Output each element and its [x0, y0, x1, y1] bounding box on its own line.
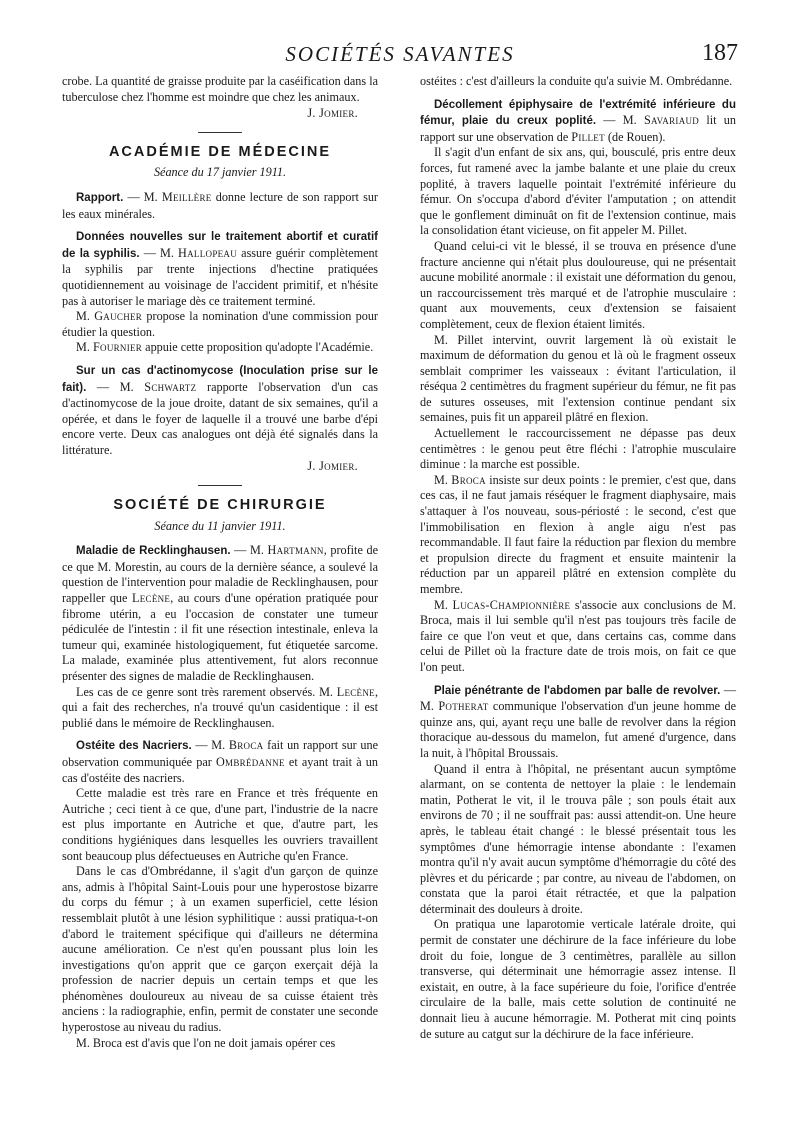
paragraph-osteite	[62, 738, 378, 786]
entry-heading: Plaie pénétrante de l'abdomen par balle de revolver.	[434, 684, 721, 697]
text-run: M.	[434, 597, 453, 612]
entry-heading: Maladie de Recklinghausen.	[76, 545, 231, 558]
paragraph	[62, 340, 378, 356]
paragraph-plaie	[420, 683, 736, 762]
text-run: — M.	[420, 682, 737, 714]
person-name: Savariaud	[643, 113, 700, 128]
text-run: M.	[76, 340, 93, 355]
text-run: communique l'observation d'un jeune homme de quinze ans, qui, ayant reçu une balle de revolver dans la région thoracique au-dessous du mamelon, fut amené d'urgence, dans la nuit, à l'hôpital Broussais.	[420, 699, 736, 760]
paragraph	[62, 309, 378, 340]
page-header	[62, 40, 738, 70]
right-column	[420, 74, 736, 1042]
text-run: — M.	[191, 738, 229, 753]
text-run: (de Rouen).	[604, 129, 666, 144]
session-date: Séance du 17 janvier 1911.	[153, 165, 287, 180]
person-name: Hallopeau	[178, 245, 238, 260]
entry-heading: Données nouvelles sur le traitement abortif et curatif de la syphilis.	[62, 231, 378, 260]
paragraph: Actuellement le raccourcissement ne dépasse pas deux centimètres : le genou peut être fléchi : l'atrophie musculaire diminue : la marche est possible.	[420, 426, 736, 472]
paragraph: Quand il entra à l'hôpital, ne présentant aucun symptôme alarmant, on se contenta de nettoyer la plaie : le lendemain matin, Potherat le vit, il le trouva pâle ; son pouls était aux environs de 70 ; il ne souffrait pas: aussi attendit-on. Une heure après, le tableau était changé : le blessé présentait tous les symptômes d'une hémorragie intense abondante : l'examen montra qu'il n'y avait aucun symptôme d'hémorragie du côté des plèvres et du péricarde ; par contre, au niveau de l'abdomen, on constata que la paroi était rétractée, et que la palpation déterminait des douleurs à droite.	[420, 761, 736, 916]
paragraph-rapport	[62, 190, 378, 222]
paragraph: Cette maladie est très rare en France et très fréquente en Autriche ; ceci tient à ce que, d'une part, l'industrie de la nacre est plus importante en Autriche et que, d'autre part, les conditions hygiéniques dans lesquelles les ouvriers travaillent sont beaucoup plus défectueuses en Autriche qu'en France.	[62, 786, 378, 863]
paragraph-decollement	[420, 97, 736, 146]
text-run: rapporte l'observation d'un cas d'actinomycose de la joue droite, datant de six semaines, qu'il a opérée, et dans le foyer de laquelle il a trouvé une barbe d'épi encore verte. Deux cas analogues ont déjà été signalés dans la littérature.	[62, 379, 378, 457]
paragraph: M. Broca est d'avis que l'on ne doit jamais opérer ces	[76, 1035, 336, 1050]
person-name: Meillère	[161, 189, 212, 204]
text-run: s'associe aux conclusions de M. Broca, mais il lui semble qu'il n'est pas toujours très facile de faire ce que l'on veut et que, dans certains cas, comme dans celui de Pillet où la fracture date de trois mois, on fait ce que l'on peut.	[420, 597, 736, 674]
person-name: Potherat	[438, 699, 489, 714]
paragraph: Dans le cas d'Ombrédanne, il s'agit d'un garçon de quinze ans, admis à l'hôpital Saint-Louis pour une hyperostose bizarre du corps du fémur ; à un examen superficiel, cette lésion ressemblait plutôt à une lésion syphilitique : aussi pratiqua-t-on d'abord le traitement spécifique qui d'ailleurs ne détermina aucune amélioration. Ce n'est qu'en poussant plus loin les investigations qu'on apprit que ce garçon exerçait déjà la profession de nacrier depuis un certain temps et que les phénomènes douloureux au niveau de sa cuisse étaient très anciens : la radiographie, enfin, permit de constater une seconde hyperostose au niveau du radius.	[62, 864, 378, 1035]
person-name: Broca	[451, 472, 486, 487]
session-date: Séance du 11 janvier 1911.	[154, 518, 286, 533]
text-run: assure guérir complètement la syphilis par trente injections d'hectine pratiquées quotidiennement au voisinage de l'accident primitif, et n'hésite pas à autoriser le mariage dès ce traitement terminé.	[62, 245, 378, 308]
text-run: , au cours d'une opération pratiquée pour fibrome utérin, a eu l'occasion de constater une tumeur pédiculée de l'intestin : il fit une résection intestinale, enleva la tumeur qui, examinée histologiquement, fut étiquetée sarcome. La malade, examinée plus attentivement, fut alors reconnue présenter des signes de maladie de Recklinghausen.	[62, 591, 378, 683]
person-name: Lecène	[336, 684, 375, 699]
paragraph	[420, 598, 736, 676]
text-run: , profite de ce que M. Morestin, au cours de la dernière séance, a soulevé la question de l'intervention pour maladie de Recklinghausen, pour rappeller que	[62, 543, 378, 606]
text-run: donne lecture de son rapport sur les eaux minérales.	[62, 189, 378, 221]
entry-heading: Sur un cas d'actinomycose (Inoculation prise sur le fait).	[62, 364, 378, 394]
signature: J. Jomier.	[307, 459, 358, 474]
text-run: lit un rapport sur une observation de	[420, 113, 736, 144]
text-run: propose la nomination d'une commission pour étudier la question.	[62, 309, 378, 339]
text-run: M.	[434, 472, 452, 487]
paragraph-actinomycose	[62, 363, 378, 459]
text-run: — M.	[596, 113, 644, 128]
person-name: Broca	[228, 738, 264, 753]
entry-heading: Décollement épiphysaire de l'extrémité inférieure du fémur, plaie du creux poplité.	[420, 98, 736, 128]
text-run: — M.	[123, 189, 162, 204]
section-title-academie: ACADÉMIE DE MÉDECINE	[108, 143, 332, 160]
page-number: 187	[702, 40, 738, 66]
person-name: Hartmann	[267, 543, 324, 558]
person-name: Lucas-Championnière	[452, 597, 571, 612]
paragraph: On pratiqua une laparotomie verticale latérale droite, qui permit de constater une déchirure de la face inférieure du lobe droit du foie, longue de 3 centimètres, parallèle au sillon transverse, qui déterminait une hémorragie assez intense. Il existait, en outre, à la face supérieure du foie, l'orifice d'entrée circulaire de la balle, mais cette solution de continuité ne donnait lieu à aucune hémorragie. M. Potherat mit cinq points de suture au catgut sur la déchirure de la face inférieure.	[420, 917, 736, 1041]
section-title-chirurgie: SOCIÉTÉ DE CHIRURGIE	[113, 497, 327, 514]
text-run: , qui a fait des recherches, n'a trouvé qu'un casidentique : il est publié dans le mémoire de Recklinghausen.	[62, 684, 378, 730]
person-name: Schwartz	[144, 379, 197, 394]
paragraph-recklinghausen	[62, 543, 378, 684]
running-title: SOCIÉTÉS SAVANTES	[285, 42, 515, 66]
paragraph	[420, 473, 736, 598]
text-run: et ayant trait à un cas d'ostéite des nacriers.	[62, 754, 378, 785]
paragraph	[62, 685, 378, 732]
entry-heading: Rapport.	[76, 191, 124, 204]
paragraph: Quand celui-ci vit le blessé, il se trouva en présence d'une fracture ancienne qui n'était plus douloureuse, qui ne présentait aucune mobilité anormale : il existait une déformation du genou, un raccourcissement très marqué et de l'atrophie musculaire : quant aux mouvements, ceux d'extension se faisaient complètement, ceux de flexion étaient limités.	[420, 238, 736, 331]
person-name: Gaucher	[94, 309, 143, 324]
text-run: appuie cette proposition qu'adopte l'Académie.	[142, 340, 374, 355]
text-run: insiste sur deux points : le premier, c'est que, dans ces cas, il ne faut jamais réséquer le fragment diaphysaire, mais s'attaquer à l'os nouveau, sous-périosté : le second, c'est que l'immobilisation en flexion à angle aigu n'est pas recommandable. Il faut faire la réduction par flexion du membre et propulsion directe du fragment et ensuite maintenir la réduction par un appareil plâtré en extension complète du membre.	[420, 472, 736, 596]
paragraph: M. Pillet intervint, ouvrit largement là où existait le maximum de déformation du genou et là où le fragment osseux semblait comprimer les vaisseaux : évitant l'articulation, il réséqua 2 centimètres du fragment supérieur du fémur, ne fit pas de sutures osseuses, mit l'extension continue pendant six semaines, puis fit un appareil plâtré en flexion.	[420, 332, 736, 425]
section-divider	[198, 485, 242, 486]
person-name: Fournier	[92, 340, 143, 355]
entry-heading: Ostéite des Nacriers.	[76, 740, 192, 753]
left-column	[62, 74, 378, 1051]
person-name: Ombrédanne	[215, 754, 285, 769]
paragraph: ostéites : c'est d'ailleurs la conduite qu'a suivie M. Ombrédanne.	[420, 74, 733, 88]
person-name: Lecène	[131, 591, 171, 606]
text-run: fait un rapport sur une observation communiquée par	[62, 738, 378, 769]
person-name: Pillet	[571, 129, 605, 144]
text-run: — M.	[86, 379, 145, 394]
paragraph-syphilis	[62, 229, 378, 309]
text-run: M.	[76, 309, 95, 324]
text-run: — M.	[230, 543, 268, 558]
text-run: Les cas de ce genre sont très rarement observés. M.	[76, 684, 337, 699]
paragraph: crobe. La quantité de graisse produite par la caséification dans la tuberculose chez l'homme est moindre que chez les animaux.	[62, 74, 378, 104]
section-divider	[198, 132, 242, 133]
paragraph: Il s'agit d'un enfant de six ans, qui, bousculé, pris entre deux forces, fut ramené avec la jambe balante et une plaie du creux poplité, à travers laquelle pointait l'extrémité inférieure du fémur. On s'occupa d'abord d'éviter l'amputation ; on attendit que le gonflement diminuât on fit de l'extension continue, mais la consolidation étant vicieuse, on fit appeler M. Pillet.	[420, 145, 736, 238]
signature: J. Jomier.	[307, 106, 358, 121]
text-run: — M.	[139, 245, 179, 260]
